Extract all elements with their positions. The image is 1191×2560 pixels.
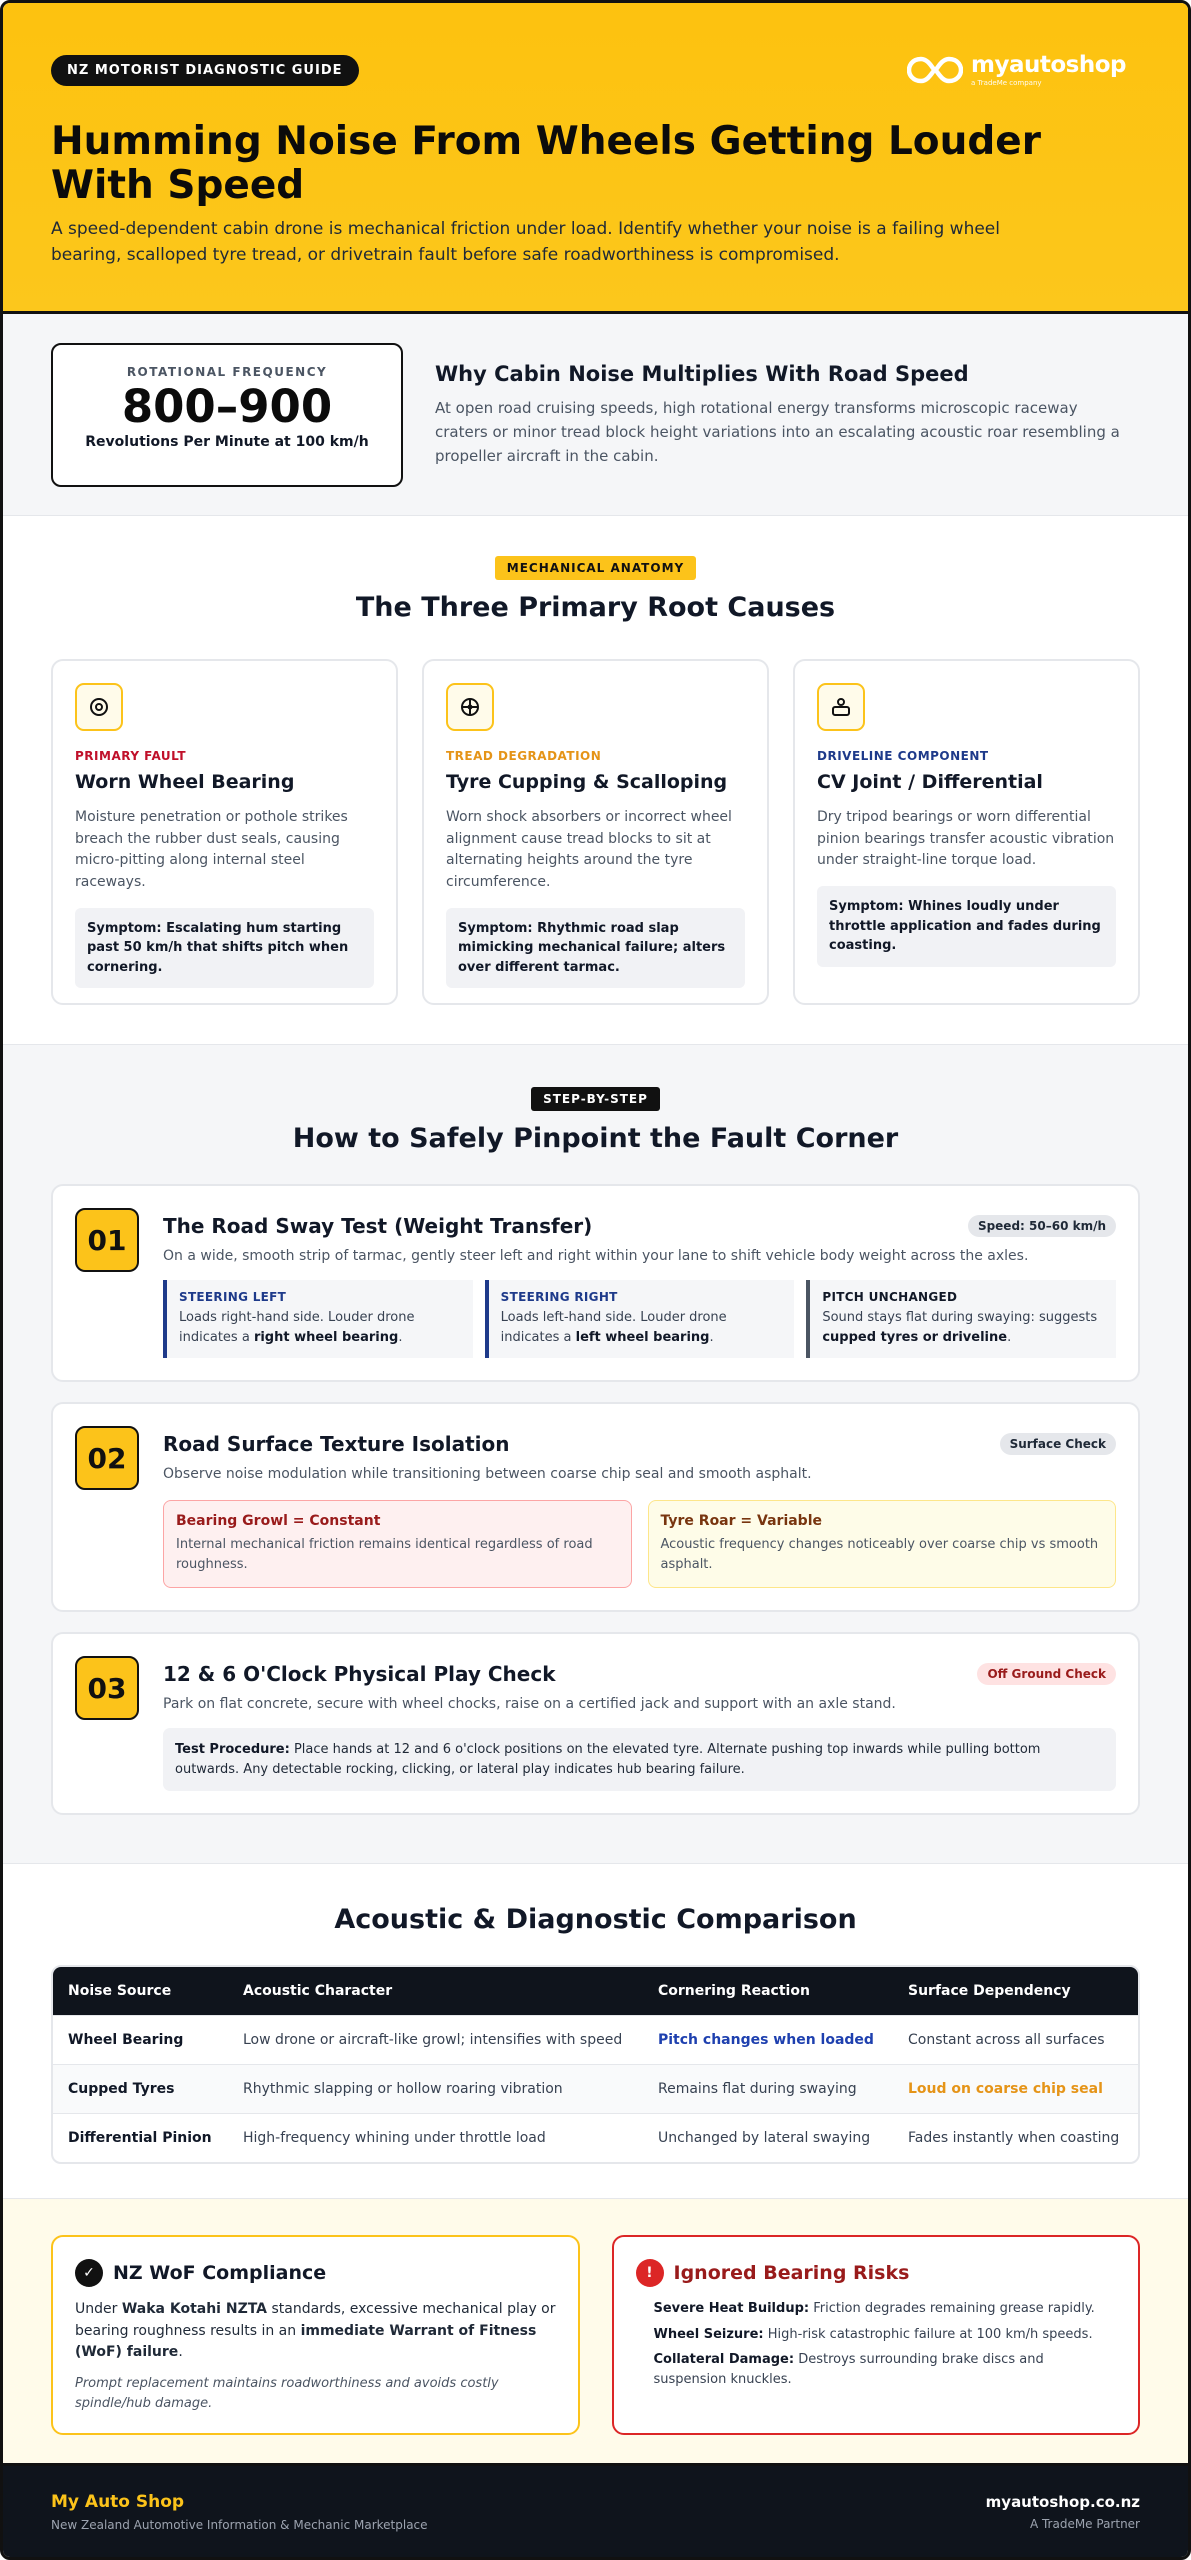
step-title: 12 & 6 O'Clock Physical Play Check xyxy=(163,1662,556,1686)
cause-grid xyxy=(3,659,1188,1005)
cause-card-cv-joint xyxy=(793,659,1140,1005)
sway-title: STEERING RIGHT xyxy=(500,1290,618,1304)
footer-url-link[interactable]: myautoshop.co.nz xyxy=(985,2492,1140,2511)
sway-grid xyxy=(163,1280,1116,1358)
cause-category: PRIMARY FAULT xyxy=(75,749,187,763)
footer-partner: A TradeMe Partner xyxy=(1029,2516,1140,2531)
step-card-sway-test xyxy=(51,1184,1140,1382)
infinity-logo-icon xyxy=(907,53,963,87)
card-body: Under Waka Kotahi NZTA standards, excessive mechanical play or bearing roughness results in an immediate Warrant of Fitness (WoF) failure. xyxy=(75,2301,556,2361)
cause-title: Worn Wheel Bearing xyxy=(75,771,295,793)
frequency-label: ROTATIONAL FREQUENCY xyxy=(126,364,328,379)
table-cell: Loud on coarse chip seal xyxy=(893,2064,1138,2113)
step-card-play-check xyxy=(51,1632,1140,1815)
table-cell: Wheel Bearing xyxy=(53,2015,228,2064)
sway-steering-right xyxy=(485,1280,795,1358)
cause-symptom: Symptom: Escalating hum starting past 50 km/h that shifts pitch when cornering. xyxy=(75,908,374,989)
cause-body: Dry tripod bearings or worn differential pinion bearings transfer acoustic vibration under straight-line torque load. xyxy=(817,809,1115,869)
card-note: Prompt replacement maintains roadworthiness and avoids costly spindle/hub damage. xyxy=(75,2376,499,2411)
bearing-risks-card xyxy=(612,2235,1141,2435)
card-title: NZ WoF Compliance xyxy=(113,2262,327,2284)
frequency-body: At open road cruising speeds, high rotational energy transforms microscopic raceway craters or minor tread block height variations into an escalating acoustic roar resembling a propeller aircraft in the cabin. xyxy=(435,398,1120,465)
cause-card-tyre-cupping xyxy=(422,659,769,1005)
table-row xyxy=(53,2064,1138,2113)
checkmark-icon: ✓ xyxy=(75,2259,103,2287)
section-title: How to Safely Pinpoint the Fault Corner xyxy=(292,1123,899,1154)
alert-icon: ! xyxy=(636,2259,664,2287)
card-title: Ignored Bearing Risks xyxy=(673,2262,910,2284)
target-icon xyxy=(75,683,123,731)
sway-text: Sound stays flat during swaying: suggests cupped tyres or driveline. xyxy=(822,1310,1098,1345)
surface-text: Acoustic frequency changes noticeably over coarse chip vs smooth asphalt. xyxy=(660,1537,1099,1572)
list-item: Wheel Seizure: High-risk catastrophic failure at 100 km/h speeds. xyxy=(653,2326,1093,2342)
surface-title: Bearing Growl = Constant xyxy=(176,1513,381,1529)
table-cell: Differential Pinion xyxy=(53,2113,228,2162)
table-cell: Pitch changes when loaded xyxy=(643,2015,893,2064)
sway-title: STEERING LEFT xyxy=(179,1290,287,1304)
comparison-section xyxy=(3,1864,1188,2199)
step-description: Observe noise modulation while transitioning between coarse chip seal and smooth asphalt. xyxy=(163,1466,812,1482)
list-item: Collateral Damage: Destroys surrounding brake discs and suspension knuckles. xyxy=(653,2352,1044,2387)
table-cell: Remains flat during swaying xyxy=(643,2064,893,2113)
step-list xyxy=(3,1184,1188,1815)
cause-symptom: Symptom: Whines loudly under throttle application and fades during coasting. xyxy=(817,886,1116,967)
sway-text: Loads left-hand side. Louder drone indicates a left wheel bearing. xyxy=(500,1310,727,1345)
section-tag: MECHANICAL ANATOMY xyxy=(495,556,696,580)
test-procedure: Test Procedure: Place hands at 12 and 6 o'clock positions on the elevated tyre. Alternate pushing top inwards while pulling bottom outwards. Any detectable rocking, clicking, or lateral play indicates hub bearing failure. xyxy=(163,1728,1116,1791)
cause-title: CV Joint / Differential xyxy=(817,771,1043,793)
cause-title: Tyre Cupping & Scalloping xyxy=(446,771,728,793)
frequency-caption: Revolutions Per Minute at 100 km/h xyxy=(85,434,369,451)
table-cell: Constant across all surfaces xyxy=(893,2015,1138,2064)
footer-brand[interactable]: My Auto Shop xyxy=(51,2491,185,2512)
table-row xyxy=(53,2113,1138,2162)
sway-steering-left xyxy=(163,1280,473,1358)
brand-subtitle: a TradeMe company xyxy=(971,78,1042,87)
page-title: Humming Noise From Wheels Getting Louder With Speed xyxy=(51,119,1041,208)
frequency-title: Why Cabin Noise Multiplies With Road Speed xyxy=(435,361,969,386)
section-title: The Three Primary Root Causes xyxy=(355,592,836,623)
step-title: Road Surface Texture Isolation xyxy=(163,1432,510,1456)
sway-pitch-unchanged xyxy=(806,1280,1116,1358)
column-header: Cornering Reaction xyxy=(643,1967,893,2015)
step-pill: Surface Check xyxy=(1000,1433,1116,1455)
risk-list xyxy=(636,2299,1117,2389)
brand-name: myautoshop xyxy=(971,51,1126,78)
guide-badge: NZ MOTORIST DIAGNOSTIC GUIDE xyxy=(51,55,359,86)
frequency-section xyxy=(3,314,1188,516)
footer-tagline: New Zealand Automotive Information & Mechanic Marketplace xyxy=(51,2517,428,2532)
brand-logo[interactable] xyxy=(907,53,1126,87)
surface-title: Tyre Roar = Variable xyxy=(660,1513,822,1529)
surface-text: Internal mechanical friction remains identical regardless of road roughness. xyxy=(176,1537,593,1572)
step-description: Park on flat concrete, secure with wheel chocks, raise on a certified jack and support with an axle stand. xyxy=(163,1696,896,1712)
surface-grid xyxy=(163,1500,1116,1588)
list-item: Severe Heat Buildup: Friction degrades remaining grease rapidly. xyxy=(653,2301,1095,2316)
table-row xyxy=(53,2015,1138,2064)
wheel-icon xyxy=(446,683,494,731)
step-title: The Road Sway Test (Weight Transfer) xyxy=(163,1214,593,1238)
step-number: 02 xyxy=(75,1426,139,1490)
root-causes-section xyxy=(3,516,1188,1045)
cause-symptom: Symptom: Rhythmic road slap mimicking mechanical failure; alters over different tarmac. xyxy=(446,908,745,989)
step-number: 03 xyxy=(75,1656,139,1720)
table-header-row xyxy=(53,1967,1138,2015)
cause-card-wheel-bearing xyxy=(51,659,398,1005)
cause-category: TREAD DEGRADATION xyxy=(446,749,602,763)
column-header: Surface Dependency xyxy=(893,1967,1138,2015)
sway-title: PITCH UNCHANGED xyxy=(822,1290,958,1304)
step-number: 01 xyxy=(75,1208,139,1272)
cause-body: Moisture penetration or pothole strikes breach the rubber dust seals, causing micro-pitting along internal steel raceways. xyxy=(75,809,348,891)
sway-text: Loads right-hand side. Louder drone indicates a right wheel bearing. xyxy=(179,1310,415,1345)
comparison-table xyxy=(51,1965,1140,2164)
column-header: Acoustic Character xyxy=(228,1967,643,2015)
bearing-growl-box xyxy=(163,1500,632,1588)
section-tag: STEP-BY-STEP xyxy=(531,1087,660,1111)
steps-section xyxy=(3,1045,1188,1864)
compliance-section xyxy=(3,2199,1188,2469)
table-cell: Unchanged by lateral swaying xyxy=(643,2113,893,2162)
cause-category: DRIVELINE COMPONENT xyxy=(817,749,989,763)
table-cell: Rhythmic slapping or hollow roaring vibration xyxy=(228,2064,643,2113)
tyre-roar-box xyxy=(648,1500,1117,1588)
page-lead: A speed-dependent cabin drone is mechanical friction under load. Identify whether your noise is a failing wheel bearing, scalloped tyre tread, or drivetrain fault before safe roadworthiness is compromised. xyxy=(51,219,1000,265)
table-cell: Cupped Tyres xyxy=(53,2064,228,2113)
table-cell: High-frequency whining under throttle load xyxy=(228,2113,643,2162)
step-card-surface-isolation xyxy=(51,1402,1140,1612)
footer xyxy=(3,2463,1188,2557)
hero-header xyxy=(3,3,1188,314)
step-pill: Speed: 50–60 km/h xyxy=(968,1215,1116,1237)
table-cell: Fades instantly when coasting xyxy=(893,2113,1138,2162)
section-title: Acoustic & Diagnostic Comparison xyxy=(334,1904,857,1935)
frequency-stat-box xyxy=(51,343,403,487)
frequency-explainer xyxy=(435,362,1135,468)
frequency-value: 800–900 xyxy=(121,379,333,433)
table-cell: Low drone or aircraft-like growl; intensifies with speed xyxy=(228,2015,643,2064)
wof-compliance-card xyxy=(51,2235,580,2435)
step-pill: Off Ground Check xyxy=(977,1663,1116,1685)
joint-icon xyxy=(817,683,865,731)
step-description: On a wide, smooth strip of tarmac, gently steer left and right within your lane to shift vehicle body weight across the axles. xyxy=(163,1248,1029,1264)
column-header: Noise Source xyxy=(53,1967,228,2015)
cause-body: Worn shock absorbers or incorrect wheel alignment cause tread blocks to sit at alternating heights around the tyre circumference. xyxy=(446,809,732,891)
